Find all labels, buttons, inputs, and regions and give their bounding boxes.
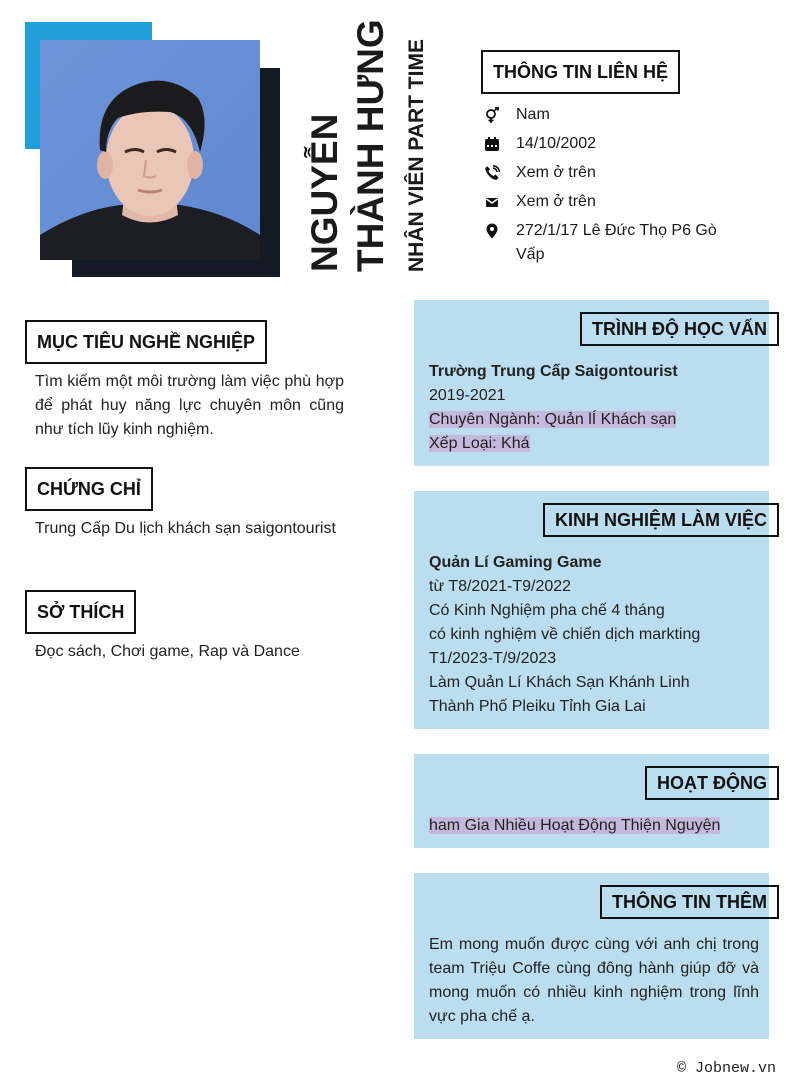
certificates-text: Trung Cấp Du lịch khách sạn saigontourist	[35, 520, 336, 537]
activities-heading: HOẠT ĐỘNG	[645, 766, 779, 800]
gender-icon	[484, 103, 516, 127]
last-name: THÀNH HƯNG	[350, 19, 391, 272]
contact-phone-text[interactable]: Xem ở trên	[516, 164, 596, 181]
phone-icon	[484, 161, 516, 185]
experience-line: Thành Phố Pleiku Tỉnh Gia Lai	[429, 698, 646, 715]
avatar	[40, 40, 260, 260]
additional-heading: THÔNG TIN THÊM	[600, 885, 779, 919]
certificates-heading: CHỨNG CHỈ	[25, 467, 153, 511]
footer-copyright[interactable]: © Jobnew.vn	[676, 1060, 776, 1077]
contact-birthday	[484, 132, 724, 156]
additional-text: Em mong muốn được cùng với anh chị trong team Triệu Coffe cùng đông hành giúp đỡ và mong muốn có nhiều kinh nghiệm trong lĩnh vực pha chế ạ.	[429, 936, 759, 1025]
experience-line: từ T8/2021-T9/2022	[429, 578, 572, 595]
contact-gender-text: Nam	[516, 106, 550, 123]
portrait-icon	[40, 40, 260, 260]
map-pin-icon	[484, 219, 516, 243]
experience-line: Quản Lí Gaming Game	[429, 554, 602, 571]
contact-email	[484, 190, 724, 214]
hobbies-heading: SỞ THÍCH	[25, 590, 136, 634]
contact-address-text: 272/1/17 Lê Đức Thọ P6 Gò Vấp	[516, 222, 717, 263]
experience-line: T1/2023-T/9/2023	[429, 650, 557, 667]
contact-heading: THÔNG TIN LIÊN HỆ	[481, 50, 680, 94]
activities-text: ham Gia Nhiều Hoạt Động Thiện Nguyện	[429, 817, 721, 834]
job-title: NHÂN VIÊN PART TIME	[405, 39, 428, 272]
education-years: 2019-2021	[429, 387, 506, 404]
activities-body	[429, 814, 759, 838]
experience-line: có kinh nghiệm về chiến dịch markting	[429, 626, 701, 643]
education-school: Trường Trung Cấp Saigontourist	[429, 363, 678, 380]
experience-heading: KINH NGHIỆM LÀM VIỆC	[543, 503, 779, 537]
experience-body	[429, 551, 759, 719]
contact-list	[484, 103, 724, 272]
envelope-icon	[484, 190, 516, 214]
contact-gender	[484, 103, 724, 127]
contact-birthday-text: 14/10/2002	[516, 135, 597, 152]
education-body	[429, 360, 759, 456]
calendar-icon	[484, 132, 516, 156]
objective-heading: MỤC TIÊU NGHỀ NGHIỆP	[25, 320, 267, 364]
contact-phone	[484, 161, 724, 185]
hobbies-text: Đọc sách, Chơi game, Rap và Dance	[35, 643, 300, 660]
education-grade: Xếp Loại: Khá	[429, 435, 530, 452]
contact-email-text[interactable]: Xem ở trên	[516, 193, 596, 210]
experience-line: Làm Quản Lí Khách Sạn Khánh Linh	[429, 674, 690, 691]
contact-address	[484, 219, 724, 267]
education-major: Chuyên Ngành: Quản lÍ Khách sạn	[429, 411, 677, 428]
experience-line: Có Kinh Nghiệm pha chế 4 tháng	[429, 602, 665, 619]
education-heading: TRÌNH ĐỘ HỌC VẤN	[580, 312, 779, 346]
objective-text: Tìm kiếm một môi trường làm việc phù hợp để phát huy năng lực chuyên môn cũng như tích lũy kinh nghiệm.	[35, 373, 344, 438]
first-name: NGUYỄN	[304, 113, 345, 272]
